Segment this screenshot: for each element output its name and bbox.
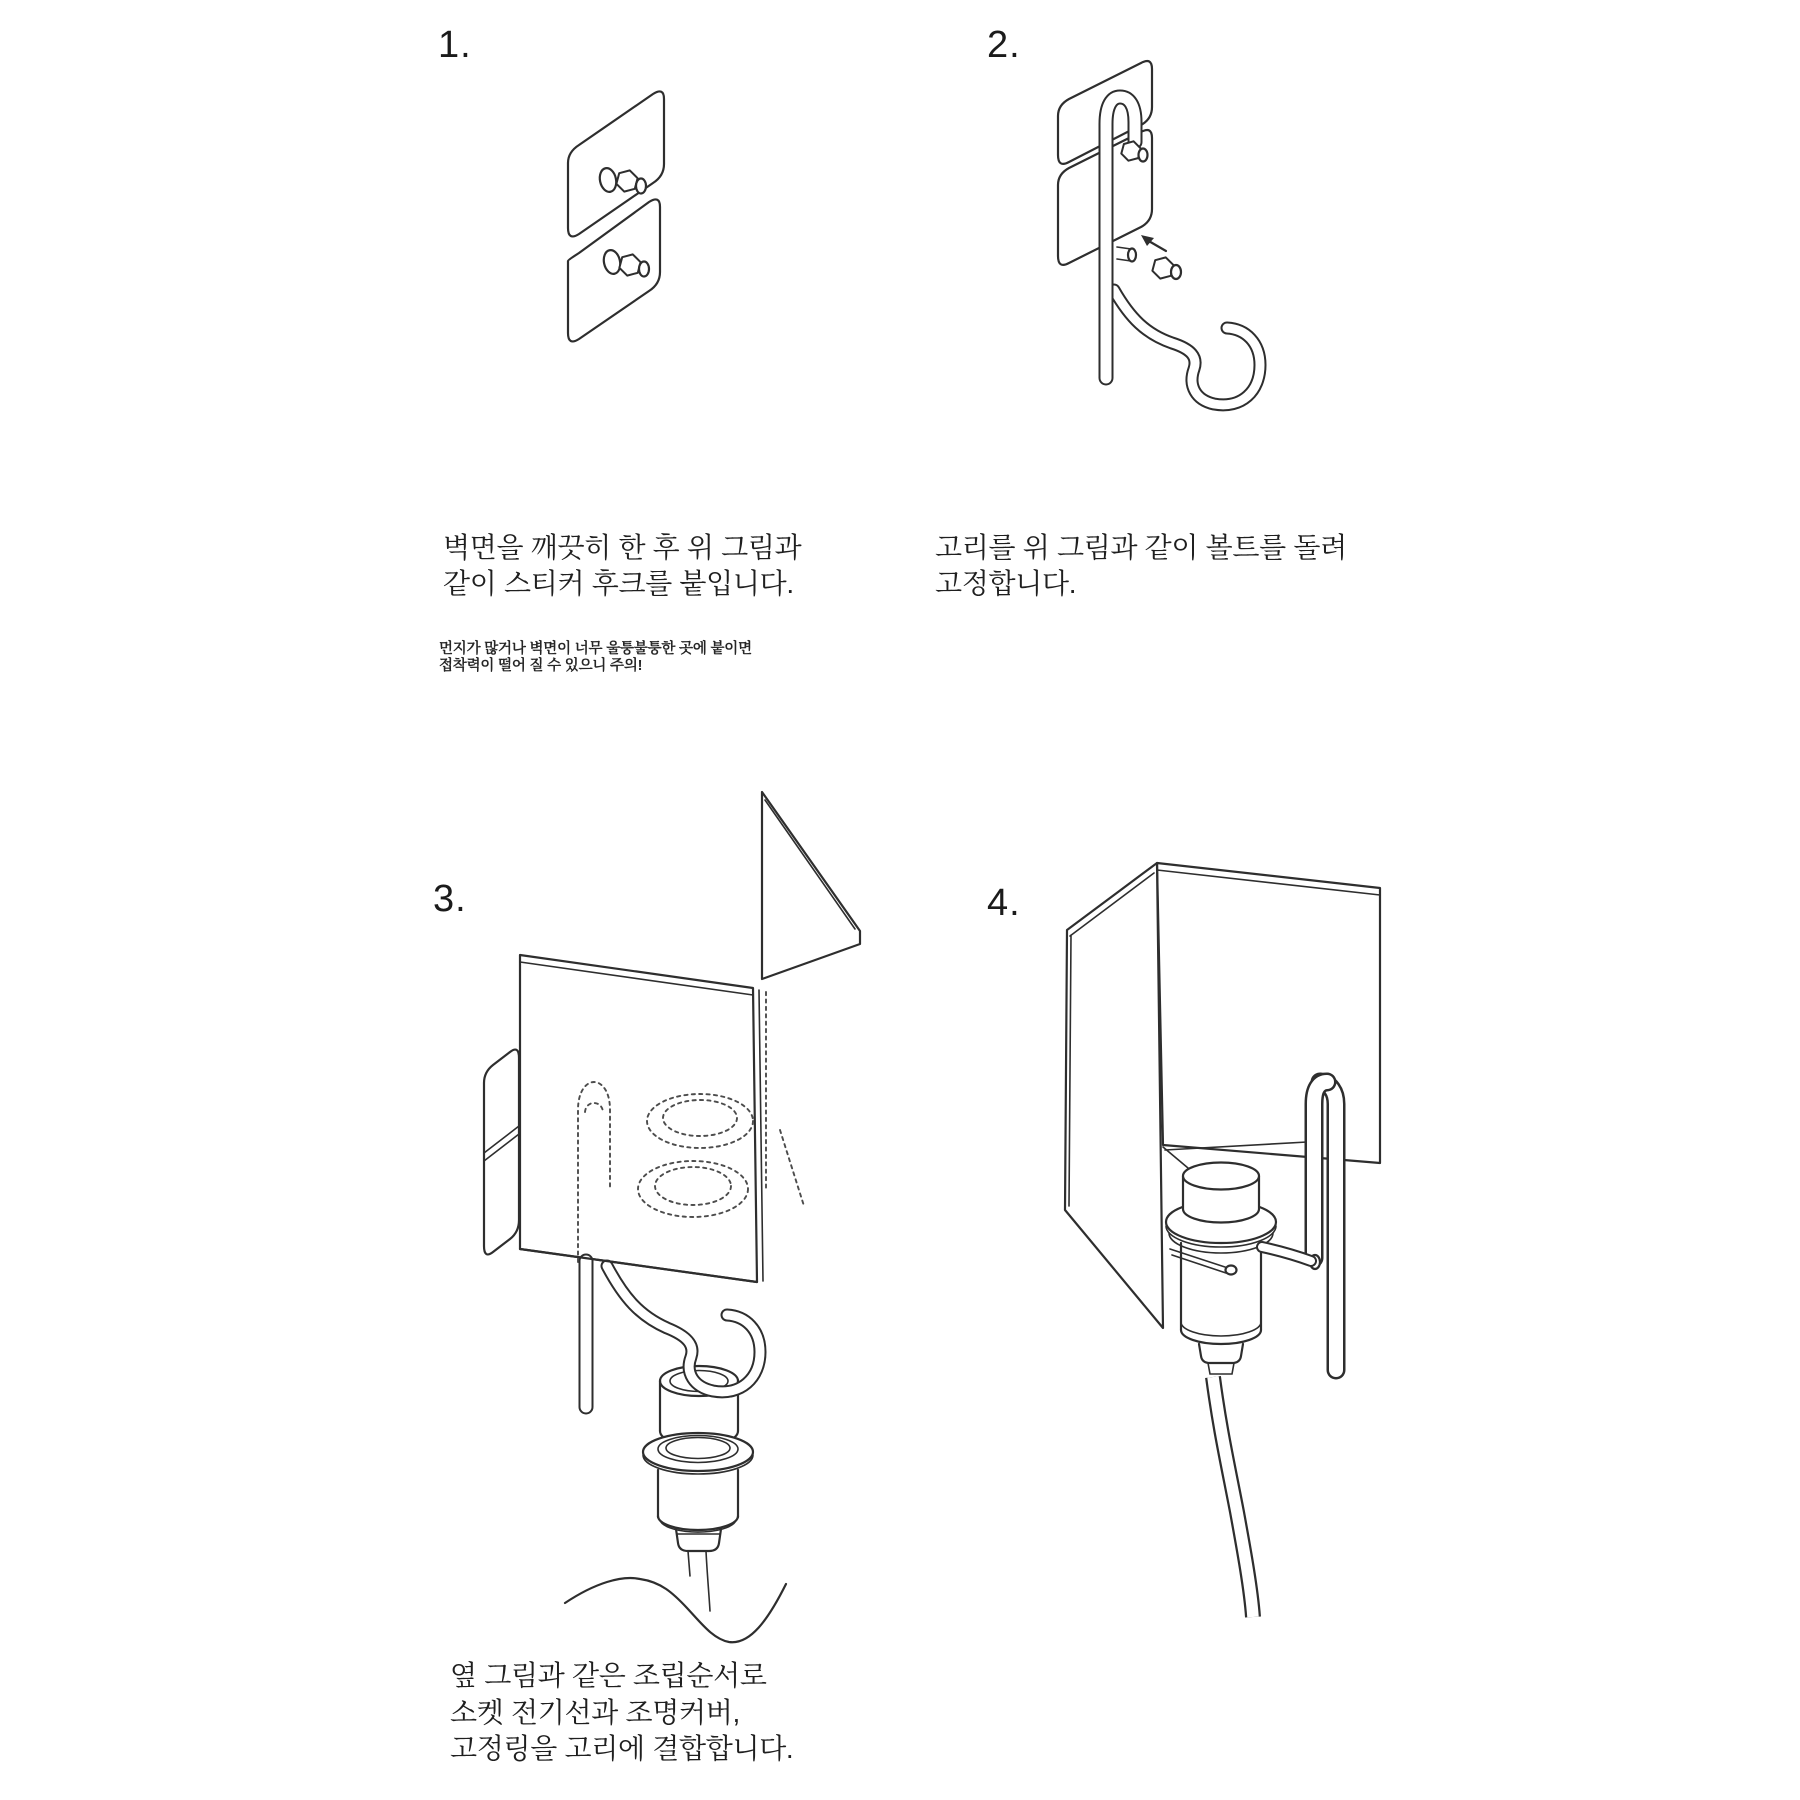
sticker-plate-side [484, 1050, 519, 1255]
step3-illustration [400, 680, 880, 1680]
step3-caption-line3: 고정링을 고리에 결합합니다. [450, 1733, 794, 1764]
socket-cord [688, 1551, 710, 1611]
lamp-socket [1166, 1163, 1276, 1375]
cover-left-panel [1065, 863, 1163, 1328]
bolt-hole-stub [1117, 247, 1136, 262]
lamp-socket [643, 1433, 753, 1551]
step2-number: 2. [987, 24, 1021, 66]
c-hook [607, 1266, 760, 1392]
hidden-corner-edge [766, 992, 804, 1206]
step1-illustration [540, 60, 710, 380]
cover-right-panel [1157, 863, 1380, 1163]
step3-caption-line1: 옆 그림과 같은 조립순서로 [450, 1660, 767, 1691]
step1-note-line1: 먼지가 많거나 벽면이 너무 울퉁불퉁한 곳에 붙이면 [439, 641, 752, 657]
step2-caption [935, 530, 1347, 602]
step4-illustration [930, 740, 1410, 1720]
step3-caption-line2: 소켓 전기선과 조명커버, [450, 1696, 740, 1728]
step2-caption-line1: 고리를 위 그림과 같이 볼트를 돌려 [935, 532, 1347, 563]
step3-caption [450, 1658, 793, 1768]
step1-caption-line1: 벽면을 깨끗히 한 후 위 그림과 [443, 532, 802, 563]
cover-back-panel [762, 792, 860, 979]
step1-warning-note [439, 641, 752, 674]
step3-number: 3. [433, 878, 467, 920]
step1-note-line2: 접착력이 떨어 질 수 있으니 주의! [439, 657, 643, 674]
direction-arrow-icon [1141, 235, 1166, 251]
hex-bolt-loose [1152, 257, 1181, 279]
step1-caption-line2: 같이 스티커 후크를 붙입니다. [443, 568, 794, 599]
power-cable [1213, 1377, 1253, 1617]
step1-caption [443, 530, 801, 602]
step2-illustration [1040, 40, 1290, 425]
c-hook [1114, 290, 1260, 405]
cover-front-panel [520, 955, 763, 1282]
cord-wave [565, 1578, 786, 1642]
step1-number: 1. [438, 24, 472, 66]
step2-caption-line2: 고정합니다. [935, 568, 1077, 599]
step4-number: 4. [987, 882, 1021, 924]
